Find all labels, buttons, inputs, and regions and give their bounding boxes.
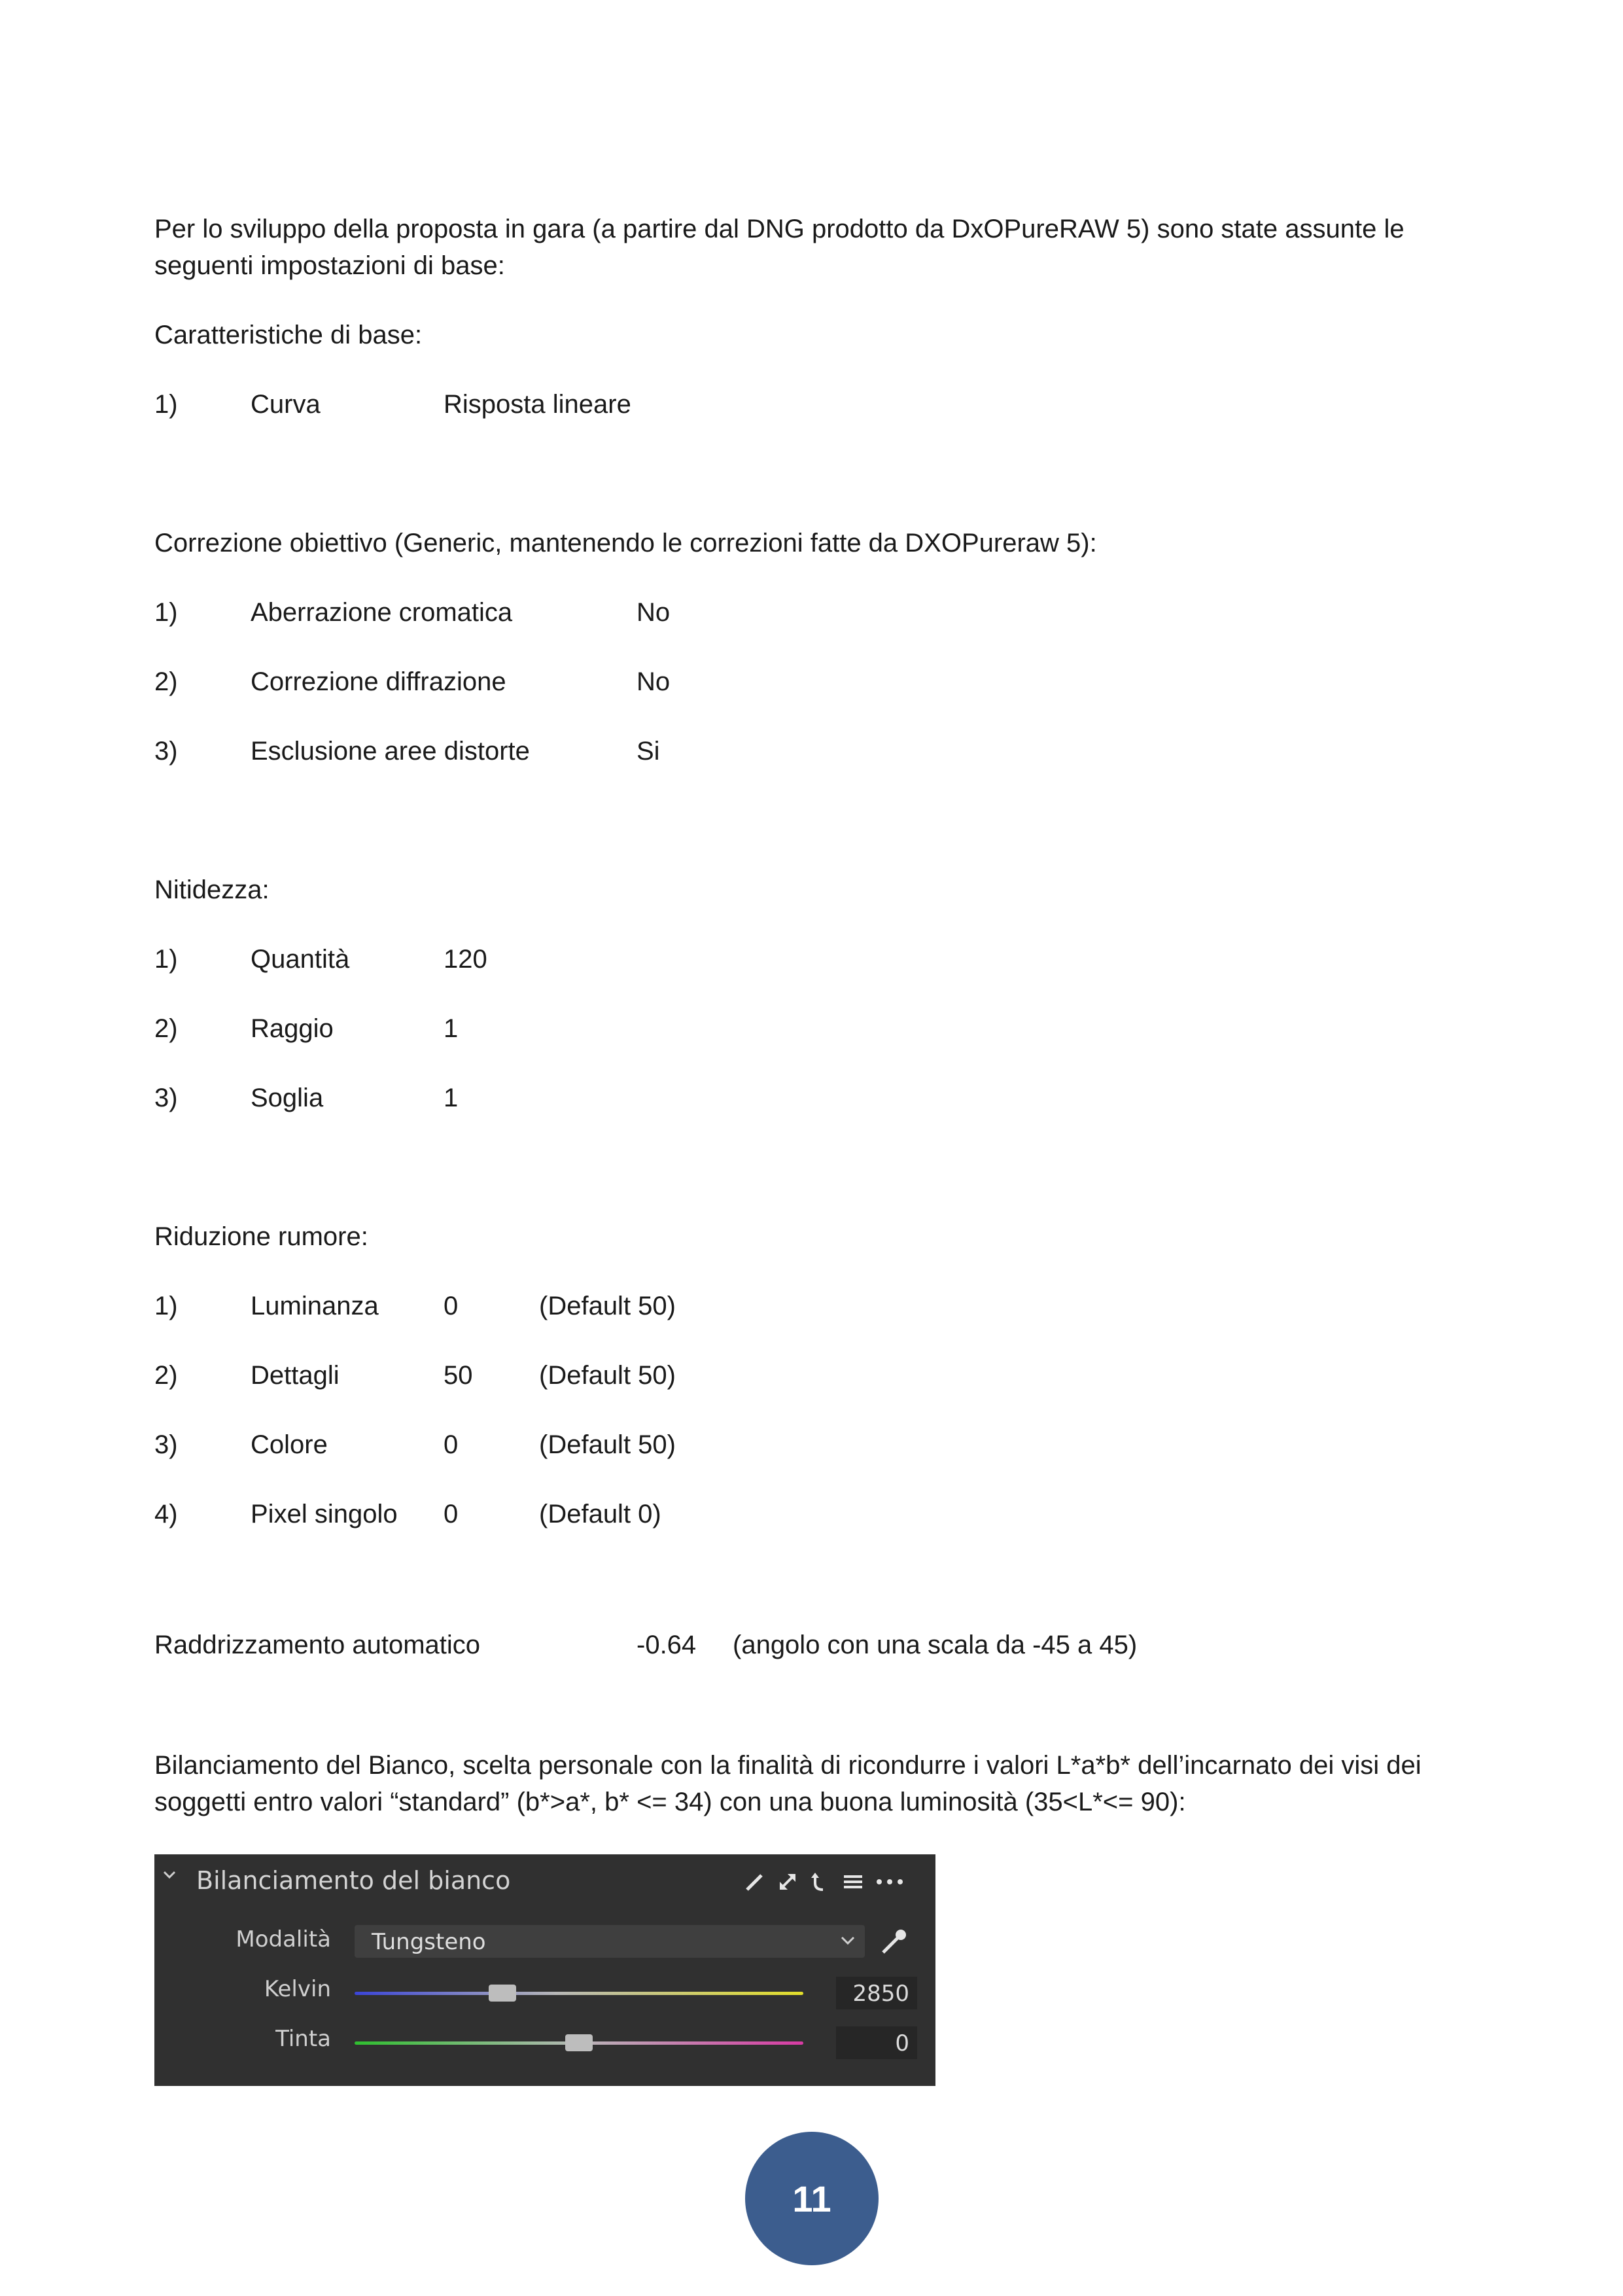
kelvin-label: Kelvin (264, 1976, 331, 2002)
list-value: 0 (444, 1292, 459, 1320)
page-number-badge (745, 2132, 879, 2265)
list-number: 1) (154, 1292, 178, 1320)
list-label: Luminanza (251, 1292, 379, 1320)
white-balance-panel (154, 1854, 935, 2086)
list-value: 0 (444, 1500, 459, 1528)
list-default: (Default 50) (539, 1430, 676, 1459)
tint-slider-thumb[interactable] (565, 2034, 593, 2051)
kelvin-slider-thumb[interactable] (489, 1985, 516, 2002)
list-value: No (637, 598, 671, 627)
list-label: Dettagli (251, 1361, 340, 1390)
list-number: 2) (154, 667, 178, 696)
list-number: 4) (154, 1500, 178, 1528)
list-label: Esclusione aree distorte (251, 737, 530, 766)
mode-dropdown[interactable] (355, 1925, 865, 1958)
tint-value-field[interactable] (836, 2026, 917, 2059)
chevron-down-icon (840, 1934, 856, 1947)
intro-paragraph: Per lo sviluppo della proposta in gara (a partire dal DNG prodotto da DxOPureRAW 5) sono state assunte le seguenti impostazioni di base: (154, 215, 1405, 280)
straighten-value: -0.64 (637, 1631, 697, 1659)
mode-value: Tungsteno (372, 1929, 486, 1955)
list-label: Curva (251, 390, 321, 419)
list-number: 1) (154, 598, 178, 627)
kelvin-value: 2850 (852, 1981, 909, 2007)
list-number: 3) (154, 1084, 178, 1112)
list-value: 1 (444, 1084, 459, 1112)
wand-icon[interactable] (743, 1870, 767, 1894)
kelvin-value-field[interactable] (836, 1977, 917, 2009)
list-label: Quantità (251, 945, 350, 974)
straighten-label: Raddrizzamento automatico (154, 1631, 481, 1659)
chevron-down-icon[interactable] (162, 1867, 177, 1882)
base-heading: Caratteristiche di base: (154, 321, 423, 349)
list-value: 120 (444, 945, 487, 974)
list-default: (Default 0) (539, 1500, 661, 1528)
list-number: 3) (154, 1430, 178, 1459)
reset-icon[interactable] (809, 1870, 832, 1894)
list-label: Pixel singolo (251, 1500, 398, 1528)
list-label: Colore (251, 1430, 328, 1459)
list-value: 1 (444, 1014, 459, 1043)
kelvin-slider-track[interactable] (355, 1992, 803, 1995)
list-label: Raggio (251, 1014, 334, 1043)
list-label: Aberrazione cromatica (251, 598, 513, 627)
list-label: Correzione diffrazione (251, 667, 506, 696)
list-value: Si (637, 737, 660, 766)
list-number: 2) (154, 1361, 178, 1390)
noise-heading: Riduzione rumore: (154, 1222, 368, 1251)
mode-label: Modalità (236, 1926, 331, 1952)
list-label: Soglia (251, 1084, 324, 1112)
sharp-heading: Nitidezza: (154, 875, 270, 904)
list-number: 3) (154, 737, 178, 766)
more-icon[interactable] (874, 1870, 905, 1894)
list-value: 50 (444, 1361, 473, 1390)
tint-value: 0 (895, 2030, 909, 2057)
list-number: 1) (154, 390, 178, 419)
list-value: No (637, 667, 671, 696)
straighten-note: (angolo con una scala da -45 a 45) (733, 1631, 1138, 1659)
lens-heading: Correzione obiettivo (Generic, mantenendo le correzioni fatte da DXOPureraw 5): (154, 529, 1097, 557)
list-number: 2) (154, 1014, 178, 1043)
eyedropper-icon[interactable] (878, 1925, 911, 1958)
wb-paragraph: Bilanciamento del Bianco, scelta personale con la finalità di ricondurre i valori L*a*b* dell’incarnato dei visi dei soggetti entro valori “standard” (b*>a*, b* <= 34) con una buona luminosità (35<L*<= 90): (154, 1751, 1422, 1816)
expand-icon[interactable] (776, 1870, 799, 1894)
page-number: 11 (792, 2178, 831, 2219)
menu-icon[interactable] (841, 1870, 865, 1894)
tint-label: Tinta (275, 2026, 331, 2052)
panel-title: Bilanciamento del bianco (196, 1866, 511, 1895)
list-value: Risposta lineare (444, 390, 631, 419)
list-default: (Default 50) (539, 1361, 676, 1390)
list-value: 0 (444, 1430, 459, 1459)
list-default: (Default 50) (539, 1292, 676, 1320)
list-number: 1) (154, 945, 178, 974)
